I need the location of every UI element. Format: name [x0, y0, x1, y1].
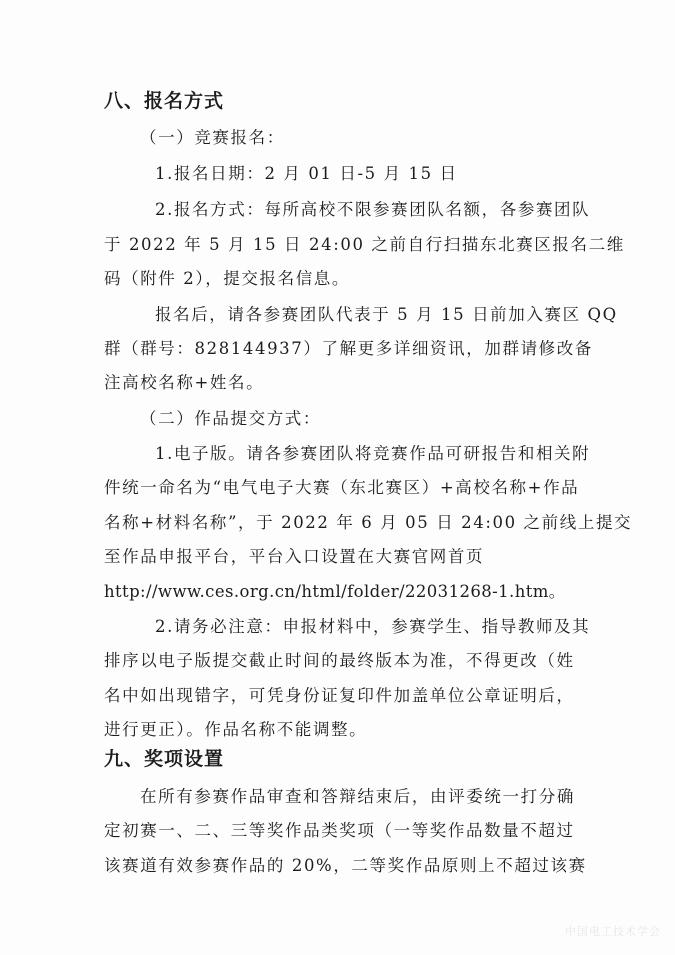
- registration-date-line: 1.报名日期：2 月 01 日-5 月 15 日: [155, 164, 458, 183]
- watermark: 中国电工技术学会: [565, 925, 661, 938]
- submission-electronic-line-4: 至作品申报平台，平台入口设置在大赛官网首页: [104, 547, 485, 566]
- registration-method-line-2: 于 2022 年 5 月 15 日 24:00 之前自行扫描东北赛区报名二维: [104, 235, 625, 254]
- submission-notice-line-4: 进行更正）。作品名称不能调整。: [104, 720, 368, 739]
- registration-note-line-2: 群（群号：828144937）了解更多详细资讯，加群请修改备: [104, 339, 593, 358]
- registration-note-line-1: 报名后，请各参赛团队代表于 5 月 15 日前加入赛区 QQ: [155, 305, 618, 324]
- awards-paragraph-line-2: 定初赛一、二、三等奖作品类奖项（一等奖作品数量不超过: [104, 821, 575, 840]
- submission-electronic-line-2: 件统一命名为“电气电子大赛（东北赛区）+高校名称+作品: [104, 478, 580, 497]
- submission-url-link[interactable]: http://www.ces.org.cn/html/folder/22031268-1.htm。: [104, 582, 566, 601]
- submission-notice-line-2: 排序以电子版提交截止时间的最终版本为准，不得更改（姓: [104, 651, 575, 670]
- awards-paragraph-line-3: 该赛道有效参赛作品的 20%，二等奖作品原则上不超过该赛: [104, 856, 587, 875]
- section-heading-registration: 八、报名方式: [104, 90, 225, 112]
- registration-method-line-1: 2.报名方式：每所高校不限参赛团队名额，各参赛团队: [155, 200, 591, 219]
- submission-notice-line-1: 2.请务必注意：申报材料中，参赛学生、指导教师及其: [155, 617, 591, 636]
- submission-electronic-line-3: 名称+材料名称”，于 2022 年 6 月 05 日 24:00 之前线上提交: [104, 513, 633, 532]
- subsection-title-submission: （二）作品提交方式：: [140, 409, 321, 428]
- submission-notice-line-3: 名中如出现错字，可凭身份证复印件加盖单位公章证明后，: [104, 686, 575, 705]
- subsection-title-competition-registration: （一）竞赛报名：: [140, 128, 285, 147]
- submission-electronic-line-1: 1.电子版。请各参赛团队将竞赛作品可研报告和相关附: [155, 444, 591, 463]
- registration-method-line-3: 码（附件 2），提交报名信息。: [104, 269, 350, 288]
- awards-paragraph-line-1: 在所有参赛作品审查和答辩结束后，由评委统一打分确: [140, 787, 575, 806]
- registration-note-line-3: 注高校名称+姓名。: [104, 373, 265, 392]
- section-heading-awards: 九、奖项设置: [104, 748, 225, 770]
